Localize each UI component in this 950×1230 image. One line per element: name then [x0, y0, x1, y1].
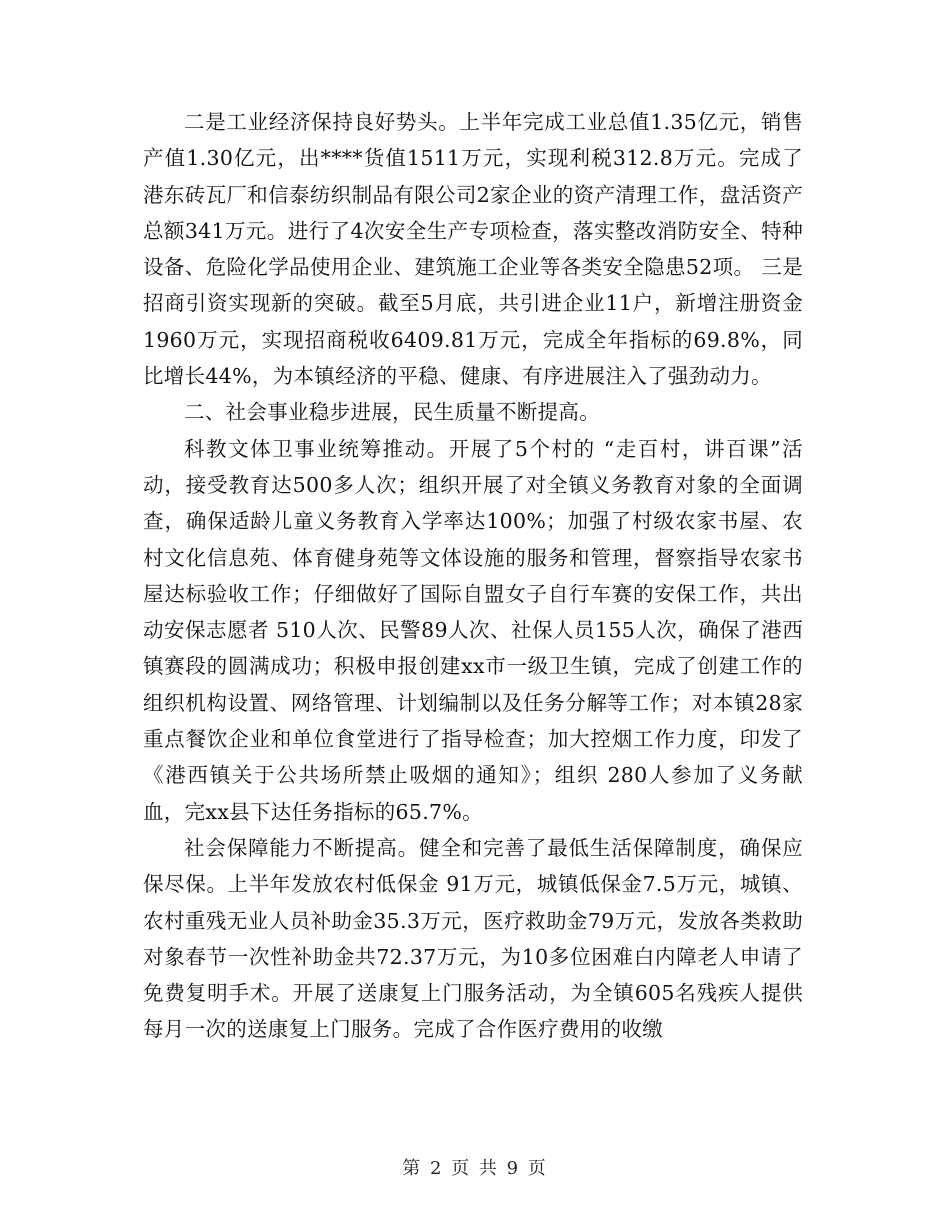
paragraph-industrial-economy: 二是工业经济保持良好势头。上半年完成工业总值1.35亿元，销售产值1.30亿元，出****货值1511万元，实现利税312.8万元。完成了港东砖瓦厂和信泰纺织制品有限公司2家企业的资产清理工作，盘活资产总额341万元。进行了4次安全生产专项检查，落实整改消防安全、特种设备、危险化学品使用企业、建筑施工企业等各类安全隐患52项。 三是招商引资实现新的突破。截至5月底，共引进企业11户，新增注册资金1960万元，实现招商税收6409.81万元，完成全年指标的69.8%，同比增长44%，为本镇经济的平稳、健康、有序进展注入了强劲动力。 — [143, 110, 803, 389]
paragraph-social-security: 社会保障能力不断提高。健全和完善了最低生活保障制度，确保应保尽保。上半年发放农村低保金 91万元，城镇低保金7.5万元，城镇、农村重残无业人员补助金35.3万元，医疗救助金79万元，发放各类救助对象春节一次性补助金共72.37万元，为10多位困难白内障老人申请了免费复明手术。开展了送康复上门服务活动，为全镇605名残疾人提供每月一次的送康复上门服务。完成了合作医疗费用的收缴 — [143, 835, 803, 1042]
page-number-footer: 第 2 页 共 9 页 — [402, 1158, 548, 1179]
section-heading-social-affairs: 二、社会事业稳步进展，民生质量不断提高。 — [184, 400, 600, 425]
paragraph-education-culture-health: 科教文体卫事业统筹推动。开展了5个村的 “走百村，讲百课”活动，接受教育达500多人次；组织开展了对全镇义务教育对象的全面调查，确保适龄儿童义务教育入学率达100%；加强了村级农家书屋、农村文化信息苑、体育健身苑等文体设施的服务和管理，督察指导农家书屋达标验收工作；仔细做好了国际自盟女子自行车赛的安保工作，共出动安保志愿者 510人次、民警89人次、社保人员155人次，确保了港西镇赛段的圆满成功；积极申报创建xx市一级卫生镇，完成了创建工作的组织机构设置、网络管理、计划编制以及任务分解等工作；对本镇28家重点餐饮企业和单位食堂进行了指导检查；加大控烟工作力度，印发了《港西镇关于公共场所禁止吸烟的通知》；组织 280人参加了义务献血，完xx县下达任务指标的65.7%。 — [143, 436, 803, 824]
document-body — [143, 104, 803, 1048]
